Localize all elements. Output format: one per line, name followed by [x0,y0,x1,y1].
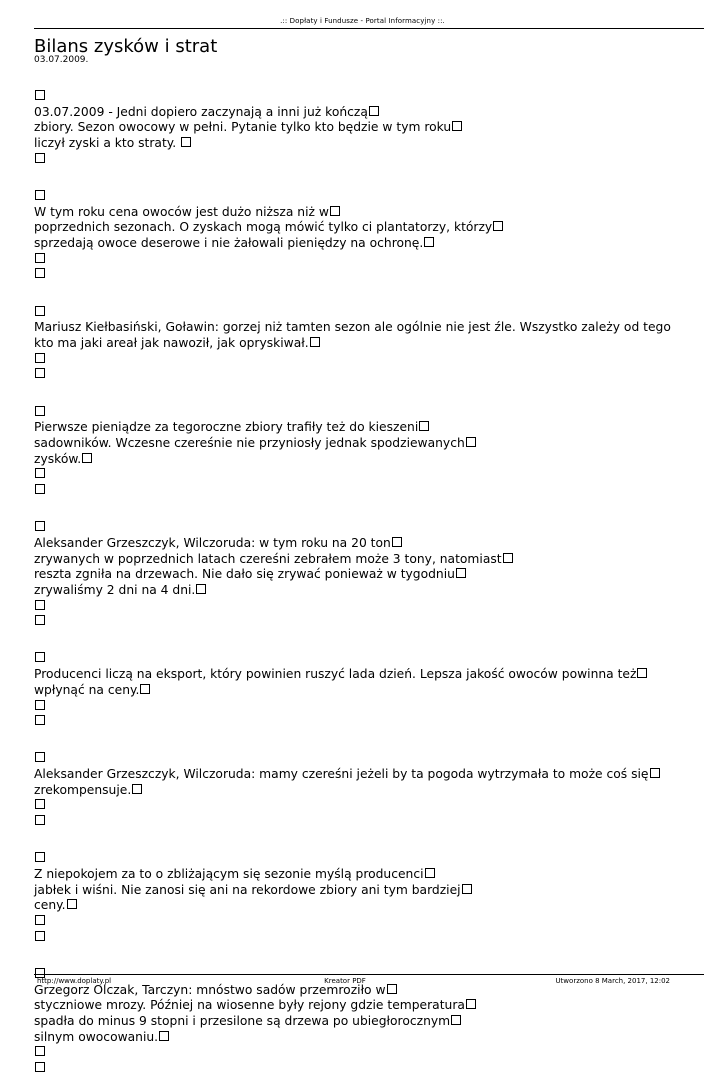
site-header: .:: Dopłaty i Fundusze - Portal Informacyjny ::. [280,17,445,25]
article-body [34,89,706,1077]
paragraph-line [34,998,706,1014]
missing-glyph-box [35,521,45,531]
paragraph-gap [34,830,706,852]
empty-line [34,798,706,814]
paragraph-text: sprzedają owoce deserowe i nie żałowali pieniędzy na ochronę. [34,236,424,250]
paragraph-text: jabłek i wiśni. Nie zanosi się ani na rekordowe zbiory ani tym bardziej [34,882,461,897]
paragraph-line [34,136,706,152]
paragraph-text: zysków. [34,451,82,466]
missing-glyph-box [140,684,150,694]
missing-glyph-box [452,121,462,131]
paragraph [34,189,706,283]
paragraph-line [34,683,706,699]
empty-line [34,352,706,368]
header-rule [34,28,704,29]
missing-glyph-box [35,484,45,494]
paragraph-gap [34,283,706,305]
paragraph-text: zrekompensuje. [34,782,132,797]
paragraph-text: silnym owocowaniu. [34,1029,159,1044]
missing-glyph-box [310,337,320,347]
missing-glyph-box [67,899,77,909]
missing-glyph-box [35,815,45,825]
empty-line [34,1045,706,1061]
paragraph-text: ceny. [34,898,66,913]
missing-glyph-box [35,852,45,862]
paragraph-text: W tym roku cena owoców jest dużo niższa niż w [34,204,329,219]
paragraph-gap [34,167,706,189]
paragraph-line [34,583,706,599]
missing-glyph-box [35,931,45,941]
missing-glyph-box [503,553,513,563]
empty-line [34,599,706,615]
missing-glyph-box [35,268,45,278]
paragraph-line [34,883,706,899]
empty-line [34,267,706,283]
paragraph [34,405,706,499]
paragraph-text: Grzegorz Olczak, Tarczyn: mnóstwo sadów przemroziło w [34,982,386,997]
paragraph-text: Z niepokojem za to o zbliżającym się sezonie myślą producenci [34,867,424,881]
paragraph [34,520,706,630]
missing-glyph-box [35,615,45,625]
paragraph-text: Aleksander Grzeszczyk, Wilczoruda: w tym roku na 20 ton [34,535,391,550]
missing-glyph-box [35,1046,45,1056]
footer-created: Utworzono 8 March, 2017, 12:02 [555,977,670,985]
missing-glyph-box [35,752,45,762]
empty-line [34,814,706,830]
footer-url: http://www.doplaty.pl [37,977,112,985]
missing-glyph-box [35,90,45,100]
paragraph-text: liczył zyski a kto straty. [34,136,181,151]
missing-glyph-box [493,221,503,231]
missing-glyph-box [196,584,206,594]
paragraph-gap [34,630,706,652]
missing-glyph-box [35,190,45,200]
missing-glyph-box [456,568,466,578]
empty-line [34,483,706,499]
missing-glyph-box [181,137,191,147]
paragraph-text: Aleksander Grzeszczyk, Wilczoruda: mamy czereśni jeżeli by ta pogoda wytrzymała to może coś się [34,767,649,782]
paragraph-line [34,867,706,883]
missing-glyph-box [462,884,472,894]
missing-glyph-box [650,768,660,778]
missing-glyph-box [330,206,340,216]
missing-glyph-box [35,368,45,378]
paragraph [34,851,706,945]
missing-glyph-box [637,668,647,678]
empty-line [34,152,706,168]
missing-glyph-box [392,537,402,547]
empty-line [34,305,706,321]
paragraph-text: zrywanych w poprzednich latach czereśni zebrałem może 3 tony, natomiast [34,551,502,566]
footer-rule [34,974,704,975]
missing-glyph-box [35,799,45,809]
empty-line [34,651,706,667]
paragraph-line [34,898,706,914]
paragraph-line [34,567,706,583]
paragraph-text: poprzednich sezonach. O zyskach mogą mówić tylko ci plantatorzy, którzy [34,220,493,235]
page-title: Bilans zysków i strat [34,36,218,57]
footer-generator: Kreator PDF [324,977,366,985]
empty-line [34,189,706,205]
missing-glyph-box [35,253,45,263]
paragraph-text: Producenci liczą na eksport, który powinien ruszyć lada dzień. Lepsza jakość owoców powinna też [34,667,637,682]
empty-line [34,520,706,536]
empty-line [34,930,706,946]
paragraph-line [34,236,706,252]
paragraph-text: sadowników. Wczesne czereśnie nie przyniosły jednak spodziewanych [34,435,465,450]
article-date: 03.07.2009. [34,55,89,65]
missing-glyph-box [82,453,92,463]
missing-glyph-box [387,984,397,994]
paragraph-line [34,552,706,568]
paragraph-line [34,452,706,468]
paragraph-gap [34,383,706,405]
empty-line [34,699,706,715]
empty-line [34,405,706,421]
missing-glyph-box [35,652,45,662]
missing-glyph-box [132,784,142,794]
paragraph-line [34,783,706,799]
paragraph-text: kto ma jaki areał jak nawoził, jak opryskiwał. [34,335,309,350]
missing-glyph-box [35,715,45,725]
paragraph-line [34,436,706,452]
missing-glyph-box [466,437,476,447]
empty-line [34,851,706,867]
empty-line [34,1061,706,1077]
paragraph [34,651,706,729]
paragraph-line [34,120,706,136]
paragraph-line [34,767,706,783]
paragraph-line [34,205,706,221]
paragraph-text: wpłynąć na ceny. [34,682,140,697]
missing-glyph-box [35,600,45,610]
paragraph-gap [34,730,706,752]
empty-line [34,751,706,767]
paragraph [34,751,706,829]
missing-glyph-box [419,421,429,431]
paragraph-line [34,320,706,336]
paragraph-line [34,220,706,236]
paragraph-line [34,420,706,436]
empty-line [34,467,706,483]
missing-glyph-box [35,306,45,316]
missing-glyph-box [35,406,45,416]
paragraph [34,305,706,383]
empty-line [34,914,706,930]
empty-line [34,367,706,383]
paragraph-gap [34,499,706,521]
paragraph-line [34,1014,706,1030]
paragraph-text: Mariusz Kiełbasiński, Goławin: gorzej niż tamten sezon ale ogólnie nie jest źle. Wszystko zależy od tego [34,320,671,335]
missing-glyph-box [35,700,45,710]
paragraph-gap [34,945,706,967]
paragraph-text: reszta zgniła na drzewach. Nie dało się zrywać ponieważ w tygodniu [34,567,455,582]
paragraph-text: 03.07.2009 - Jedni dopiero zaczynają a inni już kończą [34,104,368,119]
paragraph-text: Pierwsze pieniądze za tegoroczne zbiory trafiły też do kieszeni [34,420,419,435]
missing-glyph-box [159,1031,169,1041]
missing-glyph-box [35,468,45,478]
empty-line [34,714,706,730]
empty-line [34,614,706,630]
paragraph-line [34,536,706,552]
missing-glyph-box [424,237,434,247]
paragraph-line [34,1030,706,1046]
missing-glyph-box [35,915,45,925]
empty-line [34,89,706,105]
missing-glyph-box [369,106,379,116]
paragraph [34,89,706,167]
paragraph-text: zrywaliśmy 2 dni na 4 dni. [34,582,196,597]
paragraph-text: styczniowe mrozy. Później na wiosenne były rejony gdzie temperatura [34,998,465,1013]
paragraph-line [34,336,706,352]
missing-glyph-box [35,153,45,163]
missing-glyph-box [466,999,476,1009]
missing-glyph-box [35,1062,45,1072]
empty-line [34,252,706,268]
paragraph-line [34,667,706,683]
missing-glyph-box [35,353,45,363]
paragraph-line [34,105,706,121]
paragraph-text: zbiory. Sezon owocowy w pełni. Pytanie tylko kto będzie w tym roku [34,120,452,135]
missing-glyph-box [425,868,435,878]
paragraph-text: spadła do minus 9 stopni i przesilone są drzewa po ubiegłorocznym [34,1014,451,1028]
